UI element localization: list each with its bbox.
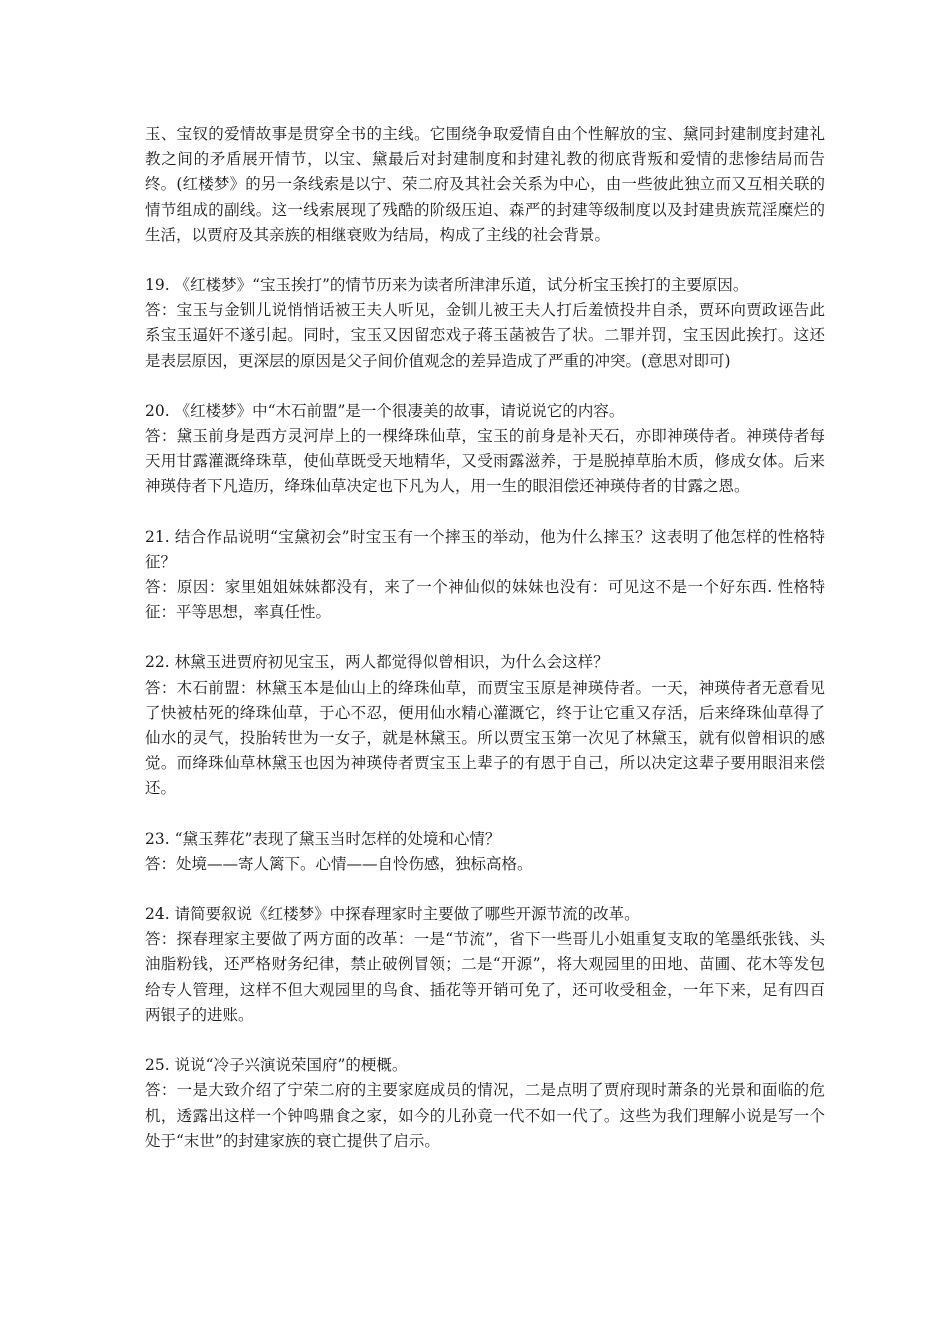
question-text: 25. 说说“冷子兴演说荣国府”的梗概。 — [145, 1056, 408, 1075]
answer-text: 答：处境——寄人篱下。心情——自怜伤感，独标高格。 — [145, 854, 533, 873]
answer-text: 答：黛玉前身是西方灵河岸上的一棵绛珠仙草，宝玉的前身是补天石，亦即神瑛侍者。神瑛侍者每天用甘露灌溉绛珠草，使仙草既受天地精华，又受雨露滋养，于是脱掉草胎木质，修成女体。后来神瑛侍者下凡造历，绛珠仙草决定也下凡为人，用一生的眼泪偿还神瑛侍者的甘露之恩。 — [145, 427, 825, 496]
question-text: 21. 结合作品说明“宝黛初会”时宝玉有一个摔玉的举动，他为什么摔玉？这表明了他怎样的性格特征？ — [145, 527, 825, 571]
answer-text: 答：一是大致介绍了宁荣二府的主要家庭成员的情况，二是点明了贾府现时萧条的光景和面临的危机，透露出这样一个钟鸣鼎食之家，如今的儿孙竟一代不如一代了。这些为我们理解小说是写一个处于“末世”的封建家族的衰亡提供了启示。 — [145, 1081, 825, 1150]
question-text: 19. 《红楼梦》“宝玉挨打”的情节历来为读者所津津乐道，试分析宝玉挨打的主要原因。 — [145, 276, 749, 295]
qa-item-19 — [145, 273, 825, 374]
answer-text: 答：宝玉与金钏儿说悄悄话被王夫人听见，金钏儿被王夫人打后羞愤投井自杀，贾环向贾政诬告此系宝玉逼奸不遂引起。同时，宝玉又因留恋戏子蒋玉菡被告了状。二罪并罚，宝玉因此挨打。这还是表层原因，更深层的原因是父子间价值观念的差异造成了严重的冲突。(意思对即可) — [145, 301, 825, 370]
question-text: 20. 《红楼梦》中“木石前盟”是一个很凄美的故事，请说说它的内容。 — [145, 401, 625, 420]
qa-item-24 — [145, 902, 825, 1028]
qa-item-22 — [145, 650, 825, 801]
qa-item-20 — [145, 399, 825, 500]
answer-text: 答：原因：家里姐姐妹妹都没有，来了一个神仙似的妹妹也没有：可见这不是一个好东西. 性格特征：平等思想，率真任性。 — [145, 578, 825, 622]
qa-item-21 — [145, 525, 825, 626]
intro-paragraph: 玉、宝钗的爱情故事是贯穿全书的主线。它围绕争取爱情自由个性解放的宝、黛同封建制度封建礼教之间的矛盾展开情节，以宝、黛最后对封建制度和封建礼教的彻底背叛和爱情的悲惨结局而告终。(红楼梦》的另一条线索是以宁、荣二府及其社会关系为中心，由一些彼此独立而又互相关联的情节组成的副线。这一线索展现了残酷的阶级压迫、森严的封建等级制度以及封建贵族荒淫糜烂的生活，以贾府及其亲族的相继衰败为结局，构成了主线的社会背景。 — [145, 125, 825, 244]
answer-text: 答：探春理家主要做了两方面的改革：一是“节流”，省下一些哥儿小姐重复支取的笔墨纸张钱、头油脂粉钱，还严格财务纪律，禁止破例冒领；二是“开源”，将大观园里的田地、苗圃、花木等发包给专人管理，这样不但大观园里的鸟食、插花等开销可免了，还可收受租金，一年下来，足有四百两银子的进账。 — [145, 930, 825, 1024]
question-text: 23. “黛玉葬花”表现了黛玉当时怎样的处境和心情？ — [145, 829, 501, 848]
intro-block — [145, 122, 825, 248]
qa-item-23 — [145, 827, 825, 877]
question-text: 24. 请简要叙说《红楼梦》中探春理家时主要做了哪些开源节流的改革。 — [145, 905, 640, 924]
qa-item-25 — [145, 1053, 825, 1154]
document-page — [145, 122, 825, 1179]
question-text: 22. 林黛玉进贾府初见宝玉，两人都觉得似曾相识，为什么会这样？ — [145, 653, 609, 672]
answer-text: 答：木石前盟：林黛玉本是仙山上的绛珠仙草，而贾宝玉原是神瑛侍者。一天，神瑛侍者无意看见了快被枯死的绛珠仙草，于心不忍，便用仙水精心灌溉它，终于让它重又存活，后来绛珠仙草得了仙水的灵气，投胎转世为一女子，就是林黛玉。所以贾宝玉第一次见了林黛玉，就有似曾相识的感觉。而绛珠仙草林黛玉也因为神瑛侍者贾宝玉上辈子的有恩于自己，所以决定这辈子要用眼泪来偿还。 — [145, 678, 825, 798]
